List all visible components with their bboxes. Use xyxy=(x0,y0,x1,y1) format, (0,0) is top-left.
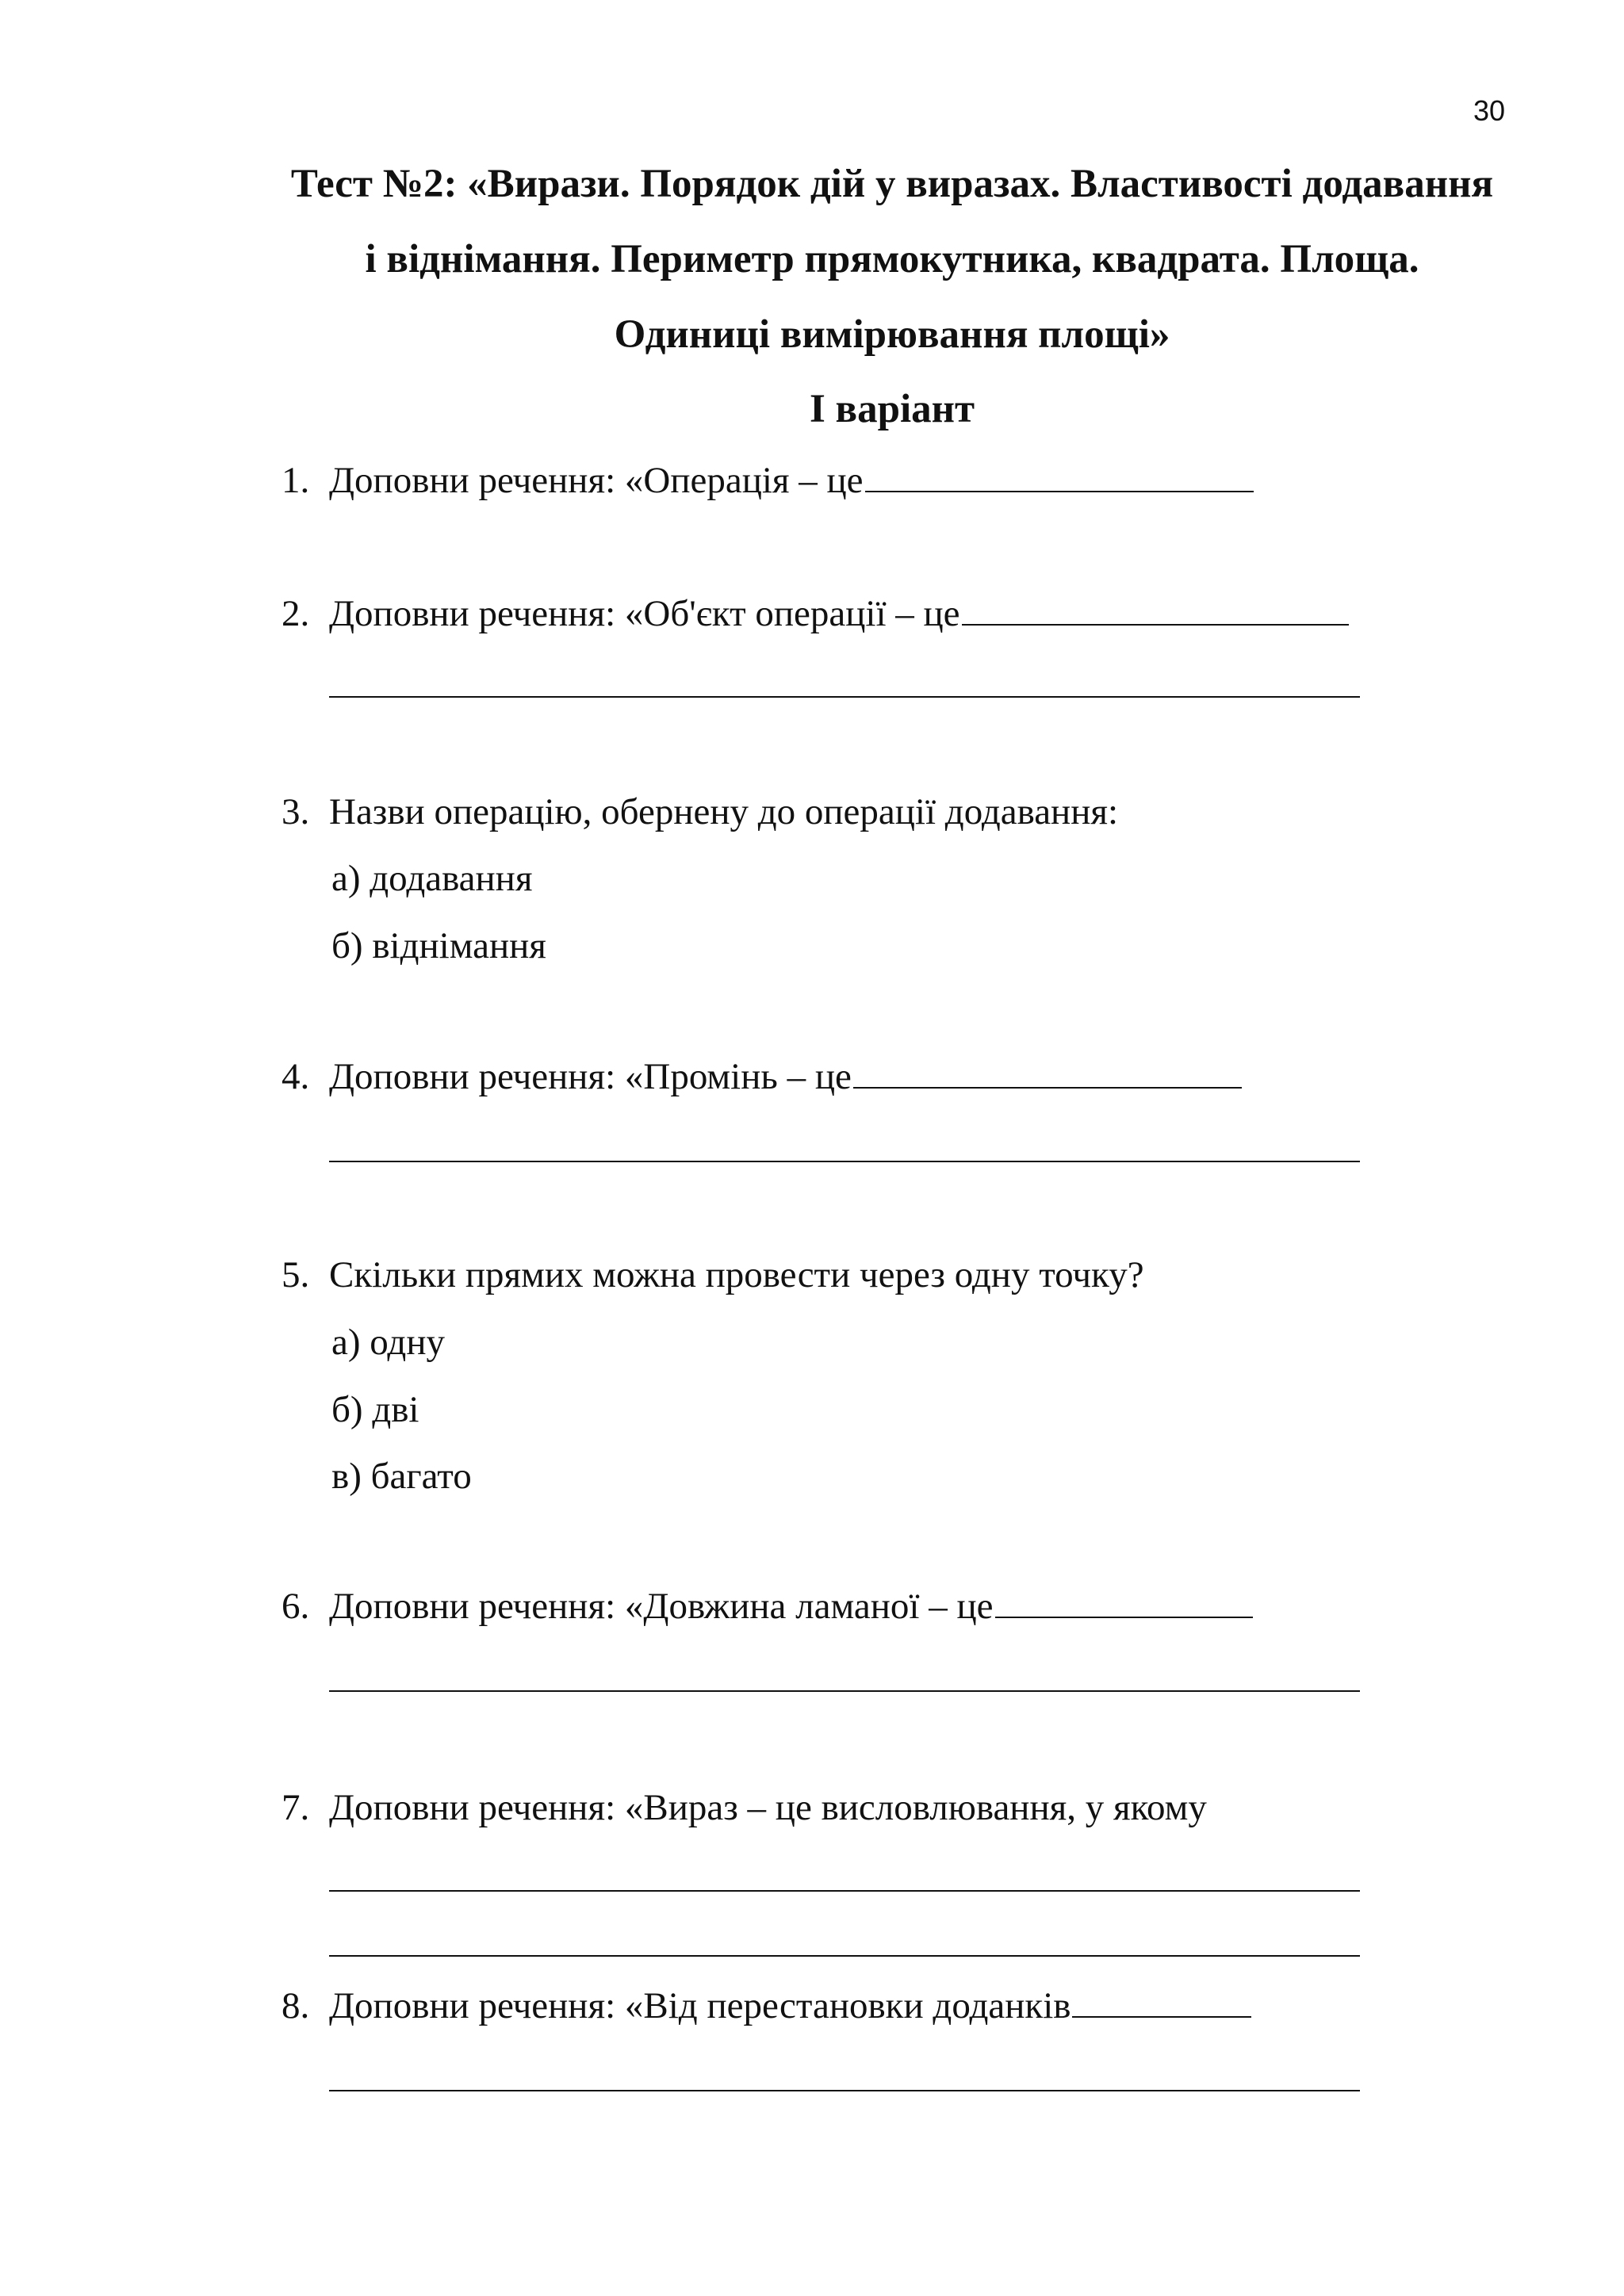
question-3 xyxy=(282,788,1118,836)
question-number: 1. xyxy=(282,460,310,501)
question-number: 7. xyxy=(282,1787,310,1828)
answer-blank[interactable] xyxy=(1072,1983,1251,2018)
question-text: Доповни речення: «Об'єкт операції – це xyxy=(329,593,960,634)
answer-blank[interactable] xyxy=(962,591,1349,626)
option-c[interactable]: в) багато xyxy=(331,1456,472,1497)
question-1 xyxy=(282,457,1254,504)
question-4 xyxy=(282,1053,1242,1100)
question-number: 4. xyxy=(282,1056,310,1097)
answer-line[interactable] xyxy=(329,1955,1360,1957)
test-title-line-1: Тест №2: «Вирази. Порядок дій у виразах. Властивості додавання xyxy=(290,162,1494,206)
question-number: 2. xyxy=(282,593,310,634)
question-text: Доповни речення: «Довжина ламаної – це xyxy=(329,1586,994,1627)
answer-line[interactable] xyxy=(329,1890,1360,1892)
page-number: 30 xyxy=(1473,94,1506,127)
variant-heading: І варіант xyxy=(809,387,975,431)
answer-line[interactable] xyxy=(329,1690,1360,1692)
question-2 xyxy=(282,590,1349,637)
question-number: 3. xyxy=(282,791,310,832)
question-text: Доповни речення: «Від перестановки доданків xyxy=(329,1985,1071,2026)
question-6 xyxy=(282,1582,1253,1630)
answer-blank[interactable] xyxy=(865,457,1254,492)
question-number: 5. xyxy=(282,1254,310,1295)
option-b[interactable]: б) дві xyxy=(331,1389,419,1430)
answer-blank[interactable] xyxy=(853,1054,1242,1089)
question-text: Доповни речення: «Промінь – це xyxy=(329,1056,852,1097)
question-text: Доповни речення: «Операція – це xyxy=(329,460,864,501)
option-a[interactable]: а) одну xyxy=(331,1322,445,1363)
test-title-line-3: Одиниці вимірювання площі» xyxy=(614,312,1170,357)
question-number: 6. xyxy=(282,1586,310,1627)
question-text: Назви операцію, обернену до операції додавання: xyxy=(329,791,1119,832)
option-a[interactable]: а) додавання xyxy=(331,858,533,899)
answer-line[interactable] xyxy=(329,1161,1360,1162)
question-text: Скільки прямих можна провести через одну точку? xyxy=(329,1254,1144,1295)
question-5 xyxy=(282,1251,1144,1299)
question-8 xyxy=(282,1982,1251,2030)
answer-line[interactable] xyxy=(329,696,1360,698)
question-7 xyxy=(282,1784,1207,1831)
question-text: Доповни речення: «Вираз – це висловлювання, у якому xyxy=(329,1787,1207,1828)
test-title-line-2: і віднімання. Периметр прямокутника, квадрата. Площа. xyxy=(365,237,1419,281)
question-number: 8. xyxy=(282,1985,310,2026)
answer-blank[interactable] xyxy=(995,1583,1253,1618)
answer-line[interactable] xyxy=(329,2090,1360,2091)
option-b[interactable]: б) віднімання xyxy=(331,925,546,966)
